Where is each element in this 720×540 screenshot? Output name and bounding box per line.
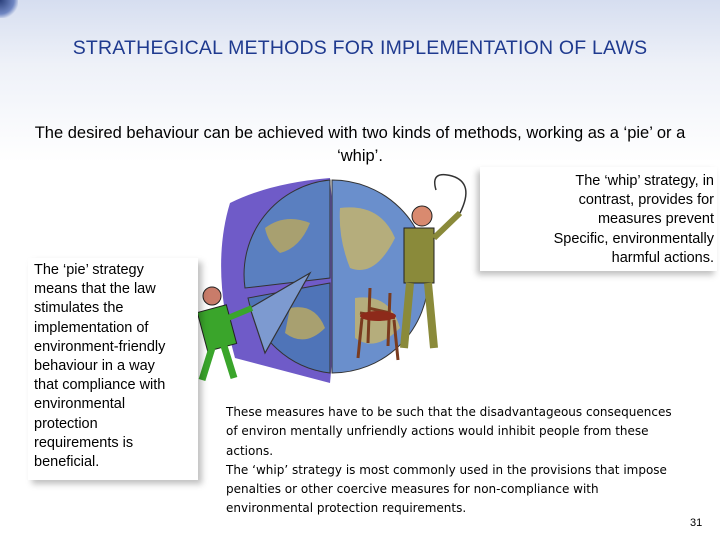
- page-number: 31: [690, 517, 703, 529]
- corner-decoration: [0, 0, 18, 18]
- pie-strategy-text: The ‘pie’ strategy means that the law stimulates the implementation of environment-friendly behaviour in a way that compliance with environmental protection requirements is beneficial.: [34, 262, 166, 471]
- man-whip-arm: [434, 213, 460, 238]
- man-whip-body: [404, 228, 434, 283]
- pie-and-whip-illustration: [190, 168, 490, 388]
- chair-seat: [360, 311, 396, 321]
- bottom-paragraph-2: The ‘whip’ strategy is most commonly used in the provisions that impose penalties or other coercive measures for non-compliance with environmental protection requirements.: [226, 462, 667, 516]
- whip-strategy-text: The ‘whip’ strategy, in contrast, provides for measures prevent Specific, environmentally harmful actions.: [553, 173, 714, 266]
- slide-title: STRATHEGICAL METHODS FOR IMPLEMENTATION OF LAWS: [72, 37, 648, 59]
- man-green-legs: [202, 346, 234, 380]
- bottom-explanation: [226, 403, 716, 519]
- intro-text: The desired behaviour can be achieved with two kinds of methods, working as a ‘pie’ or a ‘whip’.: [34, 124, 686, 165]
- man-whip-head: [412, 206, 432, 226]
- bottom-paragraph-1: These measures have to be such that the disadvantageous consequences of environ mentally unfriendly actions would inhibit people from these actions.: [226, 405, 672, 458]
- man-green-head: [203, 287, 221, 305]
- whip: [435, 175, 466, 213]
